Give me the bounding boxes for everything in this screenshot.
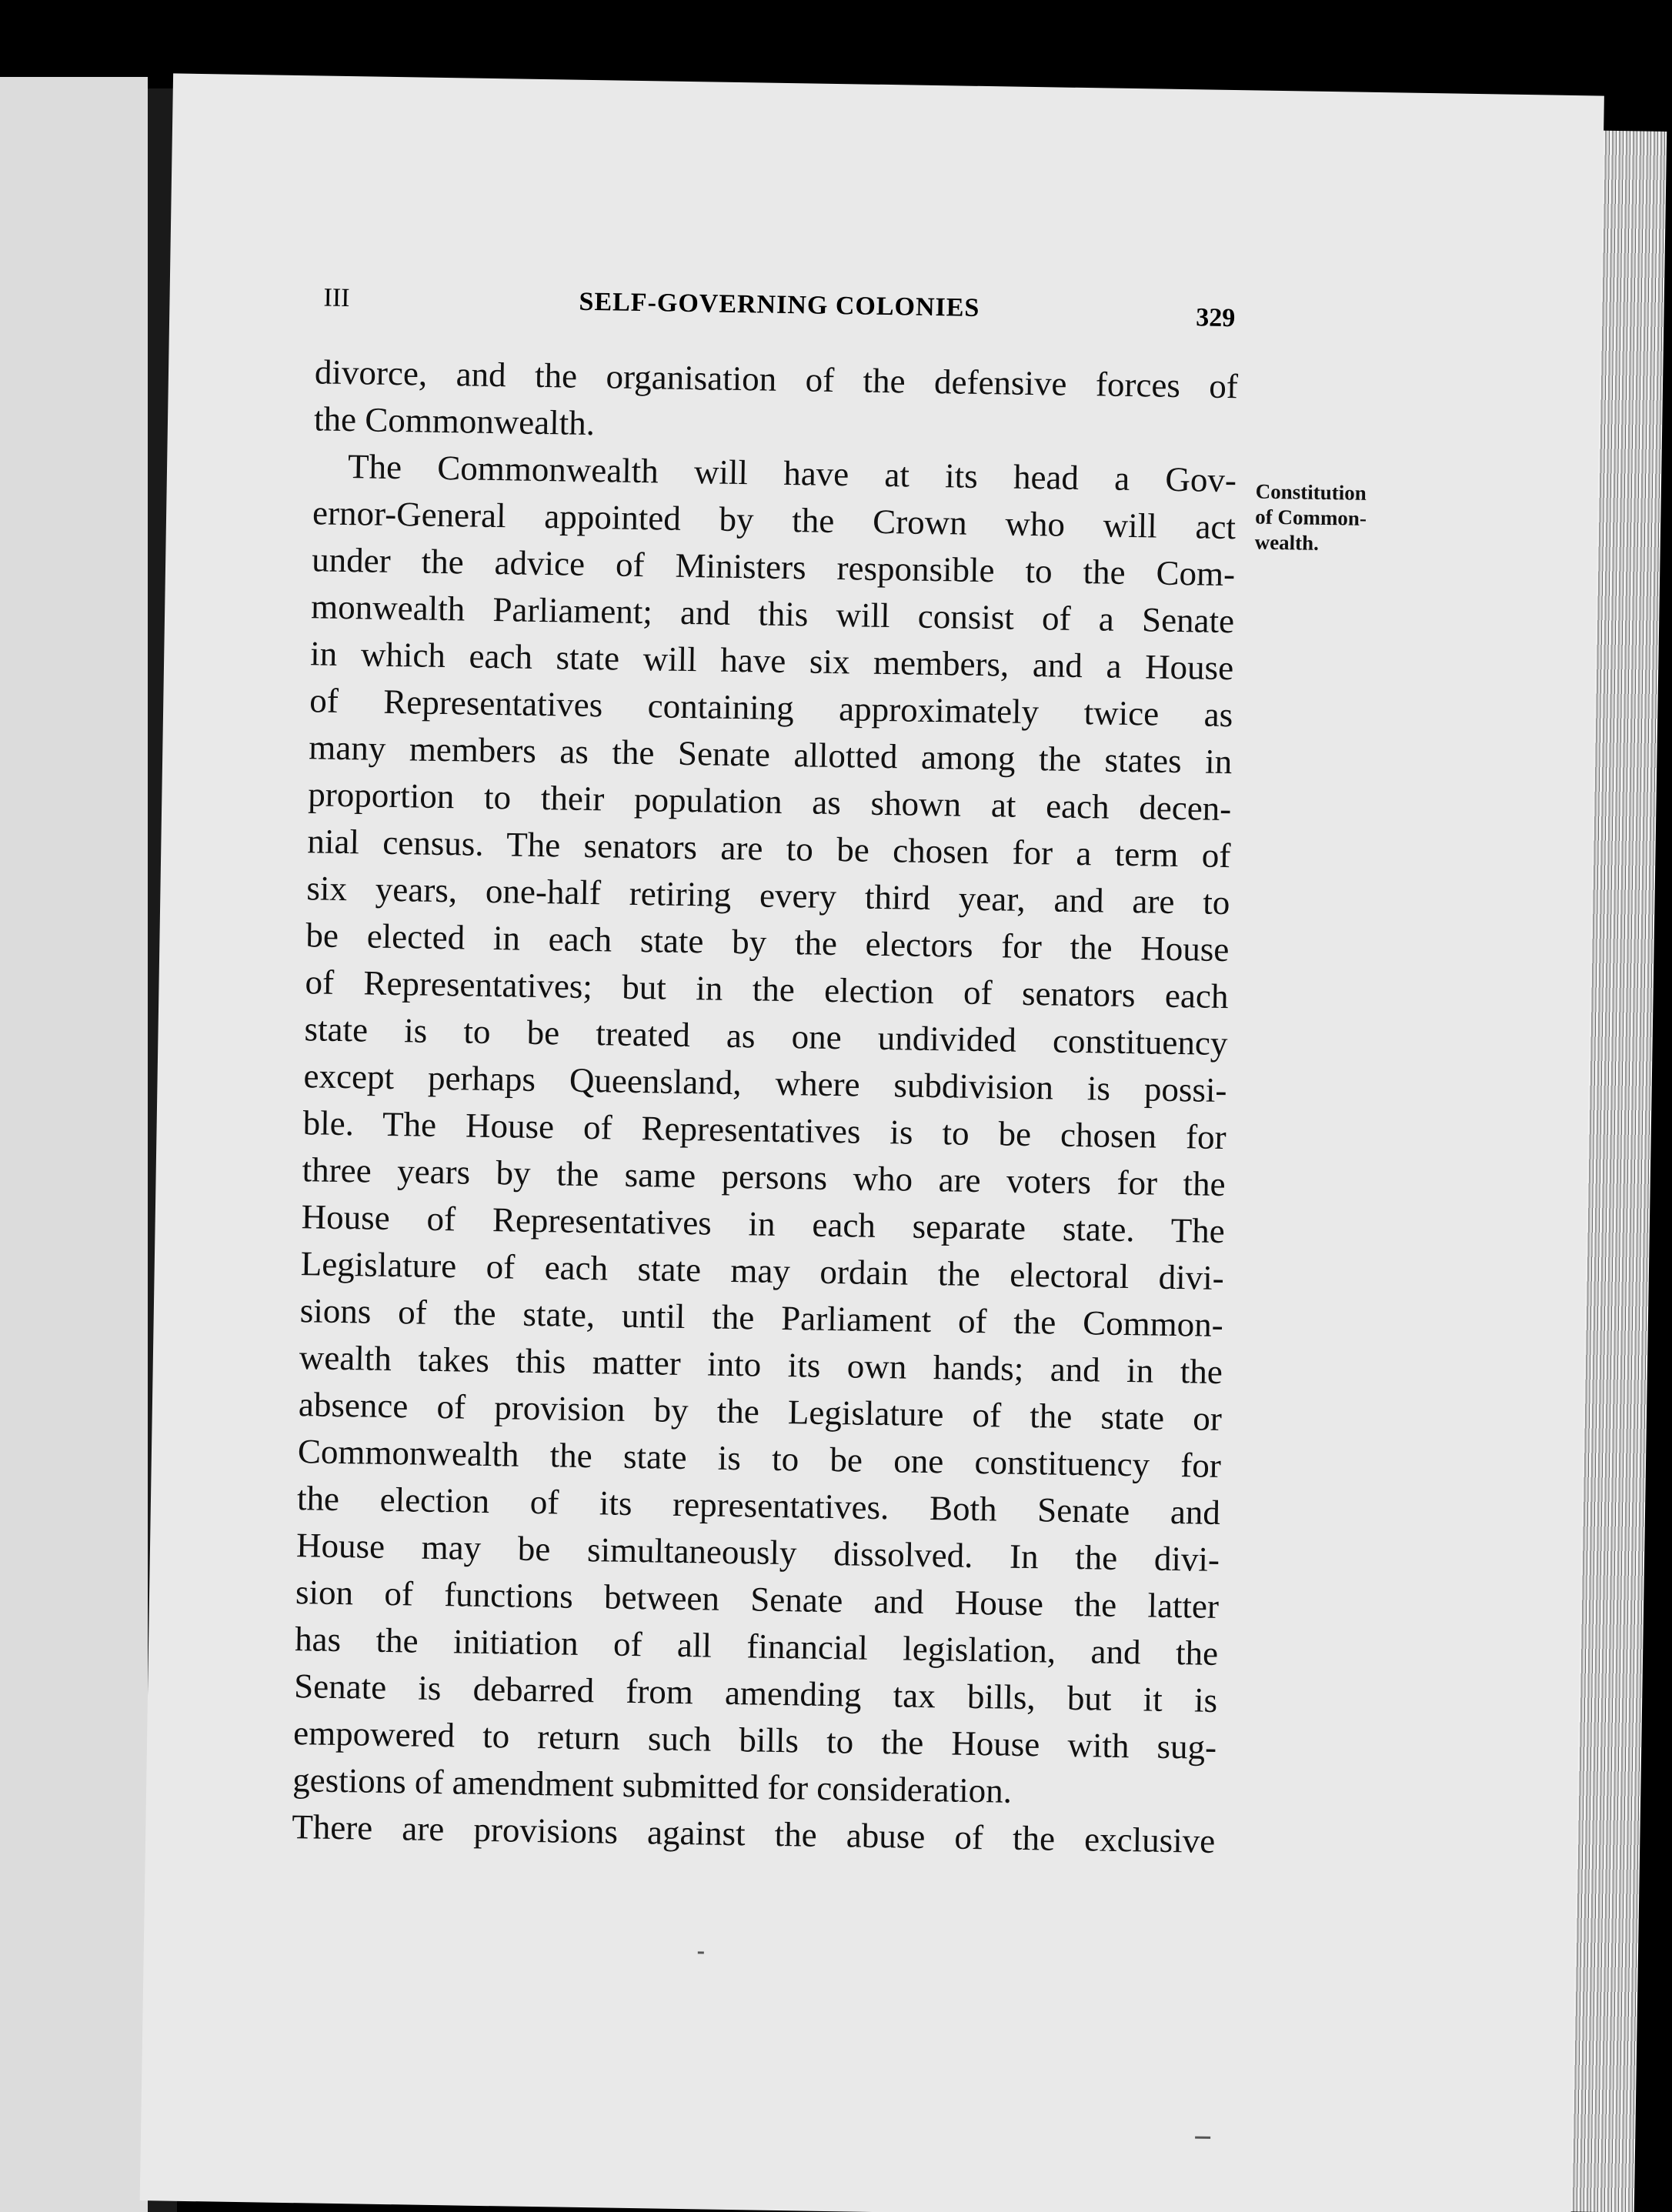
text-line: gestions of amendment submitted for consideration.	[292, 1760, 1013, 1810]
text-line: proportion to their population as shown at each decen-	[308, 775, 1232, 829]
marginal-note	[1254, 479, 1425, 558]
text-line: ernor-General appointed by the Crown who will act	[312, 493, 1236, 547]
text-line: of Representatives containing approximately twice as	[309, 681, 1233, 735]
paper-speck	[1195, 2137, 1210, 2139]
running-head: SELF-GOVERNING COLONIES	[579, 287, 980, 322]
marginal-note-line: Constitution	[1255, 479, 1367, 505]
text-line: Legislature of each state may ordain the electoral divi-	[300, 1244, 1225, 1298]
text-line: six years, one-half retiring every third year, and are to	[306, 869, 1230, 923]
body-text	[292, 349, 1239, 1865]
marginal-note-line: wealth.	[1254, 530, 1320, 555]
text-line: divorce, and the organisation of the defensive forces of	[314, 352, 1239, 406]
text-line: many members as the Senate allotted among the states in	[308, 728, 1233, 782]
text-line: three years by the same persons who are voters for the	[302, 1150, 1226, 1204]
page-header	[323, 284, 1236, 345]
text-line: monwealth Parliament; and this will consist of a Senate	[310, 587, 1235, 641]
text-line: in which each state will have six members, and a House	[309, 634, 1234, 688]
page-number: 329	[1196, 303, 1236, 333]
text-line: wealth takes this matter into its own hands; and in the	[299, 1338, 1223, 1392]
text-line: There are provisions against the abuse of the exclusive	[291, 1807, 1216, 1860]
text-line: nial census. The senators are to be chosen for a term of	[307, 822, 1231, 876]
text-line: be elected in each state by the electors for the House	[305, 916, 1230, 969]
text-line: under the advice of Ministers responsible to the Com-	[311, 540, 1236, 594]
text-line: sions of the state, until the Parliament of the Common-	[299, 1291, 1224, 1345]
text-line: House of Representatives in each separate state. The	[301, 1197, 1226, 1251]
text-line: sion of functions between Senate and House the latter	[295, 1573, 1220, 1626]
text-line: state is to be treated as one undivided constituency	[304, 1009, 1228, 1063]
text-line: Senate is debarred from amending tax bills, but it is	[293, 1667, 1218, 1720]
chapter-number: III	[323, 283, 350, 313]
text-line: House may be simultaneously dissolved. In the divi-	[295, 1526, 1220, 1579]
text-line: Commonwealth the state is to be one constituency for	[297, 1432, 1222, 1486]
paper-speck	[698, 1951, 704, 1953]
book-page	[140, 73, 1604, 2212]
marginal-note-line: of Common-	[1255, 505, 1367, 530]
text-line: The Commonwealth will have at its head a Gov-	[347, 447, 1237, 500]
text-line: the election of its representatives. Both Senate and	[296, 1479, 1221, 1532]
text-line: ble. The House of Representatives is to be chosen for	[302, 1103, 1226, 1157]
text-line: the Commonwealth.	[313, 399, 596, 443]
facing-page-edge	[0, 77, 148, 2212]
text-line: of Representatives; but in the election of senators each	[305, 963, 1229, 1016]
text-line: empowered to return such bills to the House with sug-	[292, 1713, 1217, 1767]
text-line: absence of provision by the Legislature of the state or	[298, 1385, 1223, 1439]
text-line: except perhaps Queensland, where subdivision is possi-	[303, 1056, 1227, 1110]
text-line: has the initiation of all financial legislation, and the	[294, 1620, 1219, 1673]
